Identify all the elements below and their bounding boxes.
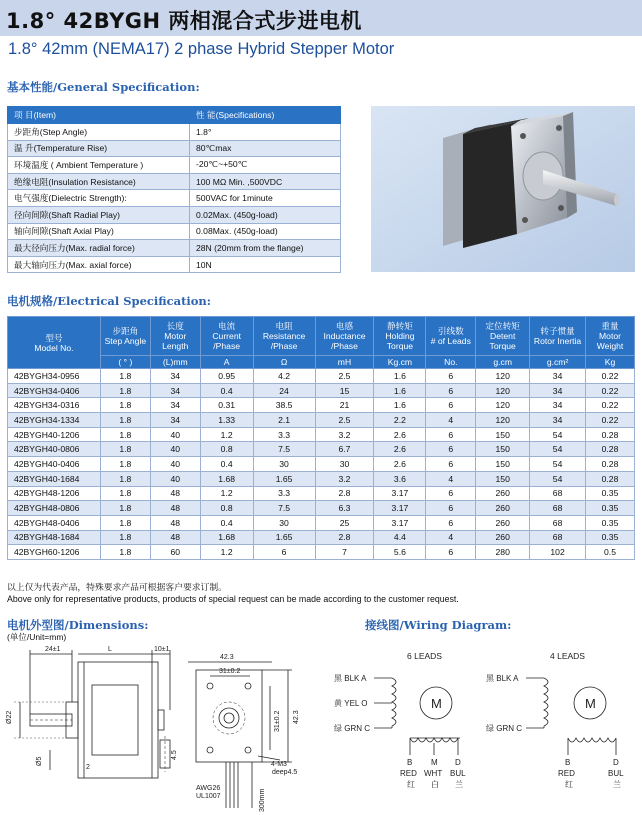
- dim-height: 42.3: [293, 710, 300, 724]
- value-cell: 0.22: [586, 413, 635, 428]
- table-row: [8, 442, 635, 457]
- value-cell: 120: [476, 369, 530, 384]
- value-cell: 1.65: [253, 471, 315, 486]
- page-title-cn: 1.8° 42BYGH 两相混合式步进电机: [6, 9, 362, 33]
- table-row: [8, 427, 635, 442]
- electrical-unit-header: Kg.cm: [374, 356, 426, 369]
- header-en: Current /Phase: [212, 331, 241, 351]
- value-cell: 0.8: [200, 501, 253, 516]
- value-cell: 4: [426, 471, 476, 486]
- model-cell: 42BYGH34-0406: [8, 383, 101, 398]
- general-spec-row: [8, 256, 341, 273]
- four-color-red: RED: [558, 769, 575, 778]
- value-cell: 0.8: [200, 442, 253, 457]
- value-cell: 6: [426, 457, 476, 472]
- model-cell: 42BYGH40-1684: [8, 471, 101, 486]
- value-cell: 24: [253, 383, 315, 398]
- header-cn: 重量: [601, 321, 619, 331]
- value-cell: 48: [150, 515, 200, 530]
- value-cell: 1.8: [100, 413, 150, 428]
- value-cell: 150: [476, 427, 530, 442]
- header-en: Step Angle: [104, 336, 147, 346]
- electrical-col-header: [374, 317, 426, 356]
- six-lead-c: 绿 GRN C: [334, 724, 371, 733]
- value-cell: 1.65: [253, 530, 315, 545]
- value-cell: 30: [253, 515, 315, 530]
- four-color-bul: BUL: [608, 769, 624, 778]
- spec-value: 10N: [190, 256, 341, 273]
- value-cell: 4: [426, 530, 476, 545]
- value-cell: 68: [530, 501, 586, 516]
- value-cell: 1.8: [100, 369, 150, 384]
- value-cell: 5.6: [374, 545, 426, 560]
- table-row: [8, 413, 635, 428]
- value-cell: 0.4: [200, 515, 253, 530]
- header-cn: 电流: [218, 321, 236, 331]
- value-cell: 2.8: [315, 530, 374, 545]
- value-cell: 0.35: [586, 515, 635, 530]
- value-cell: 54: [530, 442, 586, 457]
- six-color-bul: BUL: [450, 769, 466, 778]
- electrical-unit-header: g.cm²: [530, 356, 586, 369]
- value-cell: 0.28: [586, 457, 635, 472]
- four-pin-d: D: [613, 758, 619, 767]
- value-cell: 260: [476, 530, 530, 545]
- spec-item: 环境温度 ( Ambient Temperature ): [8, 157, 190, 174]
- six-lead-o: 黄 YEL O: [334, 699, 368, 708]
- value-cell: 3.2: [315, 471, 374, 486]
- value-cell: 6.3: [315, 501, 374, 516]
- unit-note: (单位/Unit=mm): [7, 632, 67, 642]
- spec-item: 温 升(Temperature Rise): [8, 140, 190, 157]
- four-pin-b: B: [565, 758, 571, 767]
- value-cell: 1.6: [374, 369, 426, 384]
- value-cell: 68: [530, 530, 586, 545]
- model-cell: 42BYGH48-1206: [8, 486, 101, 501]
- dim-boss-diameter: Ø22: [6, 710, 13, 724]
- dim-shaft-diameter: Ø5: [36, 756, 43, 766]
- value-cell: 1.8: [100, 530, 150, 545]
- value-cell: 0.35: [586, 530, 635, 545]
- dim-wire-spec: UL1007: [196, 793, 221, 800]
- value-cell: 0.22: [586, 369, 635, 384]
- six-color-wht-cn: 白: [431, 780, 439, 789]
- dimension-drawing: [0, 640, 330, 815]
- header-en: Resistance /Phase: [262, 331, 306, 351]
- note-en: Above only for representative products, products of special request can be made according to the customer request.: [7, 594, 459, 604]
- table-row: [8, 501, 635, 516]
- electrical-col-header: [476, 317, 530, 356]
- value-cell: 0.35: [586, 486, 635, 501]
- header-en: Inductance /Phase: [323, 331, 366, 351]
- model-cell: 42BYGH34-0956: [8, 369, 101, 384]
- value-cell: 3.3: [253, 486, 315, 501]
- dim-hole-pitch: 31±0.2: [219, 668, 241, 675]
- header-cn: 转子惯量: [540, 326, 575, 336]
- spec-item: 最大轴向压力(Max. axial force): [8, 256, 190, 273]
- value-cell: 3.17: [374, 501, 426, 516]
- electrical-spec-table: [7, 316, 635, 560]
- spec-value: 80℃max: [190, 140, 341, 157]
- value-cell: 6: [426, 383, 476, 398]
- spec-item: 步距角(Step Angle): [8, 124, 190, 141]
- spec-value: 500VAC for 1minute: [190, 190, 341, 207]
- header-cn: 电感: [335, 321, 354, 331]
- value-cell: 150: [476, 457, 530, 472]
- value-cell: 0.4: [200, 383, 253, 398]
- model-cell: 42BYGH48-0806: [8, 501, 101, 516]
- header-cn: 定位转矩: [485, 321, 520, 331]
- value-cell: 6: [253, 545, 315, 560]
- value-cell: 0.22: [586, 398, 635, 413]
- col-item-header: 项 目(Item): [8, 107, 190, 124]
- electrical-unit-header: No.: [426, 356, 476, 369]
- six-lead-a: 黑 BLK A: [334, 674, 367, 683]
- value-cell: 34: [150, 398, 200, 413]
- value-cell: 30: [315, 457, 374, 472]
- general-spec-heading: 基本性能/General Specification:: [7, 80, 200, 94]
- value-cell: 1.8: [100, 427, 150, 442]
- table-row: [8, 383, 635, 398]
- electrical-col-header: [253, 317, 315, 356]
- value-cell: 40: [150, 427, 200, 442]
- header-en: # of Leads: [430, 336, 471, 346]
- general-spec-row: [8, 140, 341, 157]
- spec-item: 径向间隙(Shaft Radial Play): [8, 206, 190, 223]
- value-cell: 150: [476, 471, 530, 486]
- four-lead-a: 黑 BLK A: [486, 674, 519, 683]
- dim-screw-depth: deep4.5: [272, 769, 298, 776]
- model-cell: 42BYGH34-1334: [8, 413, 101, 428]
- electrical-unit-header: ( ° ): [100, 356, 150, 369]
- value-cell: 1.8: [100, 457, 150, 472]
- value-cell: 6: [426, 545, 476, 560]
- four-color-red-cn: 红: [565, 780, 573, 789]
- value-cell: 4: [426, 413, 476, 428]
- wiring-diagram: [330, 645, 642, 815]
- spec-item: 最大径向压力(Max. radial force): [8, 240, 190, 257]
- dim-hole-pitch-v: 31±0.2: [274, 710, 281, 732]
- four-leads-title: 4 LEADS: [550, 651, 585, 661]
- value-cell: 3.6: [374, 471, 426, 486]
- table-row: [8, 471, 635, 486]
- six-pin-m: M: [431, 758, 438, 767]
- table-row: [8, 369, 635, 384]
- value-cell: 260: [476, 486, 530, 501]
- value-cell: 54: [530, 457, 586, 472]
- model-cell: 42BYGH40-0806: [8, 442, 101, 457]
- electrical-col-header: [200, 317, 253, 356]
- value-cell: 3.17: [374, 486, 426, 501]
- value-cell: 34: [530, 369, 586, 384]
- header-cn: 电阻: [275, 321, 293, 331]
- value-cell: 54: [530, 427, 586, 442]
- value-cell: 15: [315, 383, 374, 398]
- spec-item: 轴向间隙(Shaft Axial Play): [8, 223, 190, 240]
- dim-ring: 2: [86, 764, 90, 771]
- dim-width: 42.3: [220, 654, 234, 661]
- value-cell: 2.8: [315, 486, 374, 501]
- value-cell: 0.22: [586, 383, 635, 398]
- value-cell: 3.17: [374, 515, 426, 530]
- value-cell: 7.5: [253, 501, 315, 516]
- value-cell: 1.6: [374, 383, 426, 398]
- six-pin-d: D: [455, 758, 461, 767]
- value-cell: 6: [426, 515, 476, 530]
- value-cell: 0.28: [586, 471, 635, 486]
- table-row: [8, 515, 635, 530]
- value-cell: 0.28: [586, 427, 635, 442]
- value-cell: 1.2: [200, 545, 253, 560]
- page-title-en: 1.8° 42mm (NEMA17) 2 phase Hybrid Stepper Motor: [8, 40, 395, 58]
- value-cell: 0.5: [586, 545, 635, 560]
- value-cell: 6: [426, 427, 476, 442]
- value-cell: 60: [150, 545, 200, 560]
- value-cell: 7.5: [253, 442, 315, 457]
- value-cell: 1.6: [374, 398, 426, 413]
- dim-boss-length: 10±1: [154, 646, 170, 653]
- value-cell: 68: [530, 515, 586, 530]
- table-row: [8, 545, 635, 560]
- model-cell: 42BYGH40-0406: [8, 457, 101, 472]
- value-cell: 0.31: [200, 398, 253, 413]
- value-cell: 6: [426, 398, 476, 413]
- value-cell: 1.2: [200, 486, 253, 501]
- value-cell: 1.8: [100, 486, 150, 501]
- value-cell: 3.2: [315, 427, 374, 442]
- six-motor-symbol: M: [431, 696, 442, 711]
- electrical-col-header: [100, 317, 150, 356]
- value-cell: 1.8: [100, 545, 150, 560]
- six-color-wht: WHT: [424, 769, 443, 778]
- spec-value: -20℃~+50℃: [190, 157, 341, 174]
- value-cell: 48: [150, 486, 200, 501]
- six-color-red: RED: [400, 769, 417, 778]
- electrical-unit-header: (L)mm: [150, 356, 200, 369]
- header-en: Model No.: [34, 342, 74, 353]
- spec-value: 0.02Max. (450g-load): [190, 206, 341, 223]
- value-cell: 2.5: [315, 369, 374, 384]
- table-row: [8, 398, 635, 413]
- general-spec-table: [7, 106, 341, 273]
- header-en: Motor Length: [162, 331, 189, 351]
- electrical-unit-header: Ω: [253, 356, 315, 369]
- value-cell: 0.28: [586, 442, 635, 457]
- electrical-col-header: [426, 317, 476, 356]
- general-spec-row: [8, 157, 341, 174]
- value-cell: 280: [476, 545, 530, 560]
- model-cell: 42BYGH40-1206: [8, 427, 101, 442]
- general-spec-row: [8, 173, 341, 190]
- table-row: [8, 486, 635, 501]
- value-cell: 4.4: [374, 530, 426, 545]
- spec-value: 0.08Max. (450g-load): [190, 223, 341, 240]
- value-cell: 2.5: [315, 413, 374, 428]
- table-row: [8, 457, 635, 472]
- value-cell: 1.68: [200, 530, 253, 545]
- value-cell: 0.95: [200, 369, 253, 384]
- electrical-col-header: [586, 317, 635, 356]
- value-cell: 34: [530, 398, 586, 413]
- spec-value: 1.8°: [190, 124, 341, 141]
- spec-value: 100 MΩ Min. ,500VDC: [190, 173, 341, 190]
- value-cell: 68: [530, 486, 586, 501]
- value-cell: 1.2: [200, 427, 253, 442]
- value-cell: 0.4: [200, 457, 253, 472]
- header-en: Rotor Inertia: [533, 336, 582, 346]
- six-pin-b: B: [407, 758, 413, 767]
- header-en: Motor Weight: [596, 331, 624, 351]
- header-cn: 静转矩: [387, 321, 413, 331]
- dim-lead-length: 300mm: [259, 788, 266, 812]
- electrical-col-header: [8, 317, 101, 369]
- value-cell: 2.6: [374, 442, 426, 457]
- table-row: [8, 530, 635, 545]
- value-cell: 2.6: [374, 457, 426, 472]
- value-cell: 102: [530, 545, 586, 560]
- value-cell: 260: [476, 515, 530, 530]
- model-cell: 42BYGH48-1684: [8, 530, 101, 545]
- value-cell: 40: [150, 457, 200, 472]
- model-cell: 42BYGH34-0316: [8, 398, 101, 413]
- electrical-spec-heading: 电机规格/Electrical Specification:: [7, 294, 212, 308]
- general-spec-row: [8, 206, 341, 223]
- value-cell: 2.2: [374, 413, 426, 428]
- value-cell: 1.8: [100, 515, 150, 530]
- value-cell: 6: [426, 486, 476, 501]
- value-cell: 120: [476, 413, 530, 428]
- value-cell: 40: [150, 471, 200, 486]
- value-cell: 7: [315, 545, 374, 560]
- value-cell: 1.8: [100, 501, 150, 516]
- spec-item: 绝缘电阻(Insulation Resistance): [8, 173, 190, 190]
- general-spec-row: [8, 240, 341, 257]
- dim-shaft-length: 24±1: [45, 646, 61, 653]
- header-cn: 步距角: [112, 326, 139, 336]
- electrical-unit-header: Kg: [586, 356, 635, 369]
- value-cell: 120: [476, 383, 530, 398]
- value-cell: 6.7: [315, 442, 374, 457]
- value-cell: 1.33: [200, 413, 253, 428]
- electrical-col-header: [315, 317, 374, 356]
- value-cell: 260: [476, 501, 530, 516]
- value-cell: 34: [150, 369, 200, 384]
- dim-flat: 4.5: [171, 750, 178, 760]
- electrical-unit-header: g.cm: [476, 356, 530, 369]
- dim-wire-gauge: AWG26: [196, 785, 221, 792]
- dim-body-length: L: [108, 646, 112, 653]
- header-en: Holding Torque: [385, 331, 415, 351]
- value-cell: 6: [426, 501, 476, 516]
- value-cell: 34: [530, 383, 586, 398]
- dimensions-heading: 电机外型图/Dimensions:: [7, 618, 149, 632]
- value-cell: 54: [530, 471, 586, 486]
- value-cell: 3.3: [253, 427, 315, 442]
- value-cell: 6: [426, 369, 476, 384]
- motor-photo: [371, 106, 635, 272]
- value-cell: 30: [253, 457, 315, 472]
- value-cell: 40: [150, 442, 200, 457]
- general-spec-row: [8, 124, 341, 141]
- model-cell: 42BYGH60-1206: [8, 545, 101, 560]
- value-cell: 34: [530, 413, 586, 428]
- electrical-unit-header: mH: [315, 356, 374, 369]
- electrical-col-header: [150, 317, 200, 356]
- note-cn: 以上仅为代表产品，特殊要求产品可根据客户要求订制。: [7, 582, 227, 592]
- value-cell: 2.6: [374, 427, 426, 442]
- value-cell: 6: [426, 442, 476, 457]
- electrical-col-header: [530, 317, 586, 356]
- wiring-heading: 接线图/Wiring Diagram:: [365, 618, 512, 632]
- four-motor-symbol: M: [585, 696, 596, 711]
- header-cn: 引线数: [437, 326, 464, 336]
- header-cn: 型号: [45, 332, 63, 343]
- four-lead-c: 绿 GRN C: [486, 724, 523, 733]
- spec-item: 电气强度(Dielectric Strength):: [8, 190, 190, 207]
- spec-value: 28N (20mm from the flange): [190, 240, 341, 257]
- value-cell: 21: [315, 398, 374, 413]
- value-cell: 2.1: [253, 413, 315, 428]
- four-color-bul-cn: 兰: [613, 780, 621, 789]
- general-spec-row: [8, 190, 341, 207]
- header-cn: 长度: [166, 321, 184, 331]
- value-cell: 0.35: [586, 501, 635, 516]
- value-cell: 48: [150, 530, 200, 545]
- value-cell: 1.8: [100, 383, 150, 398]
- value-cell: 38.5: [253, 398, 315, 413]
- value-cell: 150: [476, 442, 530, 457]
- value-cell: 25: [315, 515, 374, 530]
- value-cell: 34: [150, 383, 200, 398]
- six-color-red-cn: 红: [407, 780, 415, 789]
- header-en: Detent Torque: [489, 331, 516, 351]
- value-cell: 1.8: [100, 471, 150, 486]
- value-cell: 48: [150, 501, 200, 516]
- col-spec-header: 性 能(Specifications): [190, 107, 341, 124]
- six-leads-title: 6 LEADS: [407, 651, 442, 661]
- dim-screw: 4-M3: [271, 761, 287, 768]
- value-cell: 1.68: [200, 471, 253, 486]
- general-spec-row: [8, 223, 341, 240]
- value-cell: 1.8: [100, 398, 150, 413]
- value-cell: 4.2: [253, 369, 315, 384]
- value-cell: 34: [150, 413, 200, 428]
- six-color-bul-cn: 兰: [455, 780, 463, 789]
- value-cell: 1.8: [100, 442, 150, 457]
- value-cell: 120: [476, 398, 530, 413]
- electrical-unit-header: A: [200, 356, 253, 369]
- model-cell: 42BYGH48-0406: [8, 515, 101, 530]
